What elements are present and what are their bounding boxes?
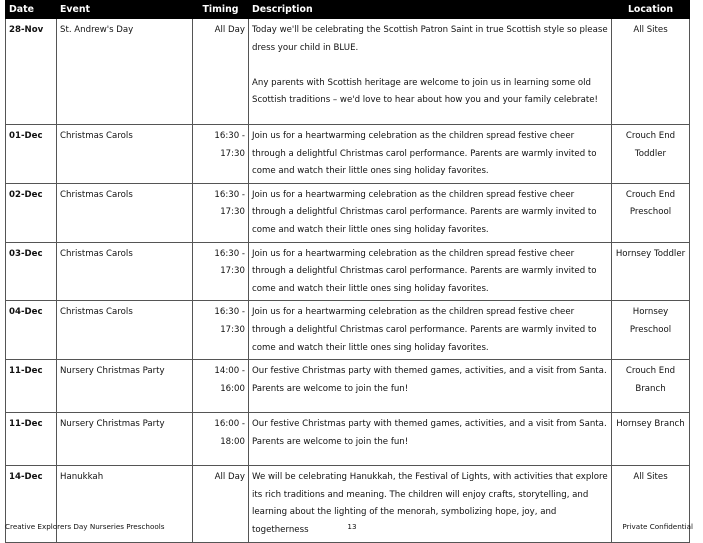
row-timing: 16:00 - 18:00 — [193, 413, 249, 466]
header-description: Description — [249, 1, 612, 19]
description-paragraph: We will be celebrating Hanukkah, the Festival of Lights, with activities that explore its rich traditions and meaning. The children will enjoy crafts, storytelling, and learning about the lighting of the menorah, symbolizing hope, joy, and togetherness — [252, 472, 608, 535]
description-paragraph: Our festive Christmas party with themed games, activities, and a visit from Santa. Parents are welcome to join the fun! — [252, 419, 607, 447]
row-date: 11-Dec — [6, 360, 57, 413]
row-description — [249, 301, 612, 360]
description-paragraph: Join us for a heartwarming celebration as the children spread festive cheer through a delightful Christmas carol performance. Parents are warmly invited to come and watch their little ones sing holiday favorites. — [252, 248, 597, 294]
description-paragraph: Our festive Christmas party with themed games, activities, and a visit from Santa. Parents are welcome to join the fun! — [252, 366, 607, 394]
row-location: Hornsey Toddler — [612, 242, 690, 301]
row-location: Crouch End Toddler — [612, 125, 690, 184]
row-description — [249, 413, 612, 466]
row-timing: 16:30 - 17:30 — [193, 242, 249, 301]
row-location: Crouch End Preschool — [612, 183, 690, 242]
row-date: 28-Nov — [6, 19, 57, 125]
row-description — [249, 242, 612, 301]
row-description — [249, 19, 612, 125]
events-table — [5, 0, 690, 543]
row-timing: All Day — [193, 19, 249, 125]
header-event: Event — [57, 1, 193, 19]
header-date: Date — [6, 1, 57, 19]
row-location: Hornsey Preschool — [612, 301, 690, 360]
row-date: 03-Dec — [6, 242, 57, 301]
table-row — [6, 183, 690, 242]
row-description — [249, 125, 612, 184]
row-description — [249, 360, 612, 413]
header-location: Location — [612, 1, 690, 19]
footer-company: Creative Explorers Day Nurseries Preschools — [5, 522, 165, 531]
row-date: 02-Dec — [6, 183, 57, 242]
description-paragraph: Today we'll be celebrating the Scottish Patron Saint in true Scottish style so please dress your child in BLUE. — [252, 25, 608, 53]
row-event: Nursery Christmas Party — [57, 413, 193, 466]
row-timing: All Day — [193, 466, 249, 542]
row-timing: 16:30 - 17:30 — [193, 183, 249, 242]
row-event: Hanukkah — [57, 466, 193, 542]
row-timing: 16:30 - 17:30 — [193, 301, 249, 360]
table-row — [6, 242, 690, 301]
row-event: Christmas Carols — [57, 301, 193, 360]
table-row — [6, 19, 690, 125]
row-event: St. Andrew's Day — [57, 19, 193, 125]
footer-page-number: 13 — [347, 522, 357, 531]
table-row — [6, 125, 690, 184]
description-paragraph: Join us for a heartwarming celebration as the children spread festive cheer through a delightful Christmas carol performance. Parents are warmly invited to come and watch their little ones sing holiday favorites. — [252, 307, 597, 353]
row-event: Christmas Carols — [57, 242, 193, 301]
row-event: Christmas Carols — [57, 183, 193, 242]
row-timing: 16:30 - 17:30 — [193, 125, 249, 184]
row-event: Nursery Christmas Party — [57, 360, 193, 413]
row-date: 04-Dec — [6, 301, 57, 360]
table-header-row — [6, 1, 690, 19]
row-date: 01-Dec — [6, 125, 57, 184]
row-date: 14-Dec — [6, 466, 57, 542]
row-timing: 14:00 - 16:00 — [193, 360, 249, 413]
row-location: All Sites — [612, 466, 690, 542]
row-event: Christmas Carols — [57, 125, 193, 184]
description-paragraph: Any parents with Scottish heritage are welcome to join us in learning some old Scottish traditions – we'd love to hear about how you and your family celebrate! — [252, 77, 598, 106]
description-paragraph: Join us for a heartwarming celebration as the children spread festive cheer through a delightful Christmas carol performance. Parents are warmly invited to come and watch their little ones sing holiday favorites. — [252, 189, 597, 235]
footer-confidential: Private Confidential — [622, 522, 693, 531]
table-body — [6, 19, 690, 543]
table-row — [6, 413, 690, 466]
row-description — [249, 466, 612, 542]
row-description — [249, 183, 612, 242]
header-timing: Timing — [193, 1, 249, 19]
row-date: 11-Dec — [6, 413, 57, 466]
row-location: Crouch End Branch — [612, 360, 690, 413]
table-row — [6, 360, 690, 413]
row-location: Hornsey Branch — [612, 413, 690, 466]
row-location: All Sites — [612, 19, 690, 125]
table-row — [6, 301, 690, 360]
description-paragraph: Join us for a heartwarming celebration as the children spread festive cheer through a delightful Christmas carol performance. Parents are warmly invited to come and watch their little ones sing holiday favorites. — [252, 131, 597, 177]
